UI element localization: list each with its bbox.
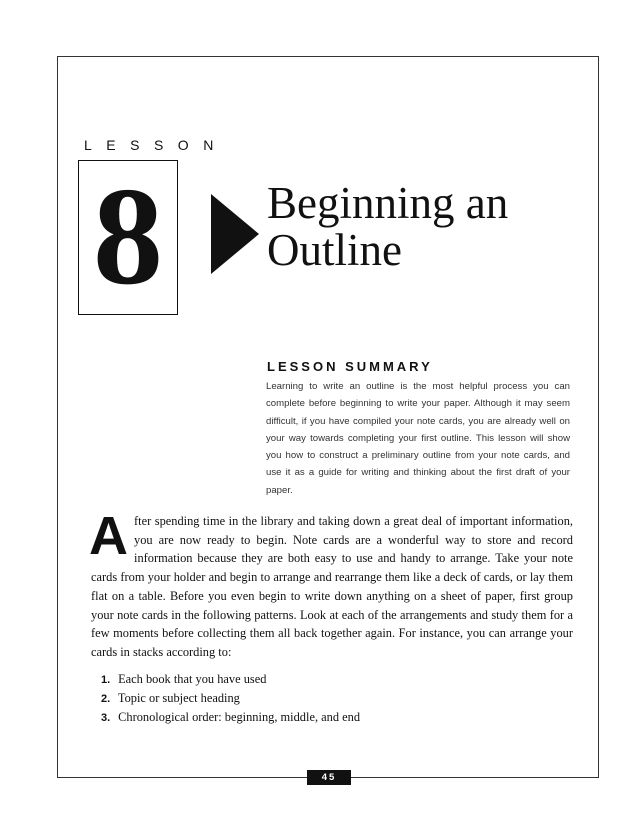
list-item bbox=[101, 689, 360, 708]
page-number: 45 bbox=[307, 770, 351, 785]
summary-heading: LESSON SUMMARY bbox=[267, 359, 433, 374]
summary-text: Learning to write an outline is the most helpful process you can complete before beginning to write your paper. Although it may seem difficult, if you have compiled your note cards, you are already well on your way towards completing your first outline. This lesson will show you how to construct a preliminary outline from your note cards, and use it as a guide for writing and thinking about the first draft of your paper. bbox=[266, 381, 570, 496]
lesson-title-line1: Beginning an bbox=[267, 178, 509, 228]
lesson-title bbox=[267, 180, 587, 274]
lesson-title-line2: Outline bbox=[267, 225, 402, 275]
lesson-number-box bbox=[78, 160, 178, 315]
body-text: fter spending time in the library and taking down a great deal of important information, you are now ready to begin. Note cards are a wonderful way to store and record information because they are both easy to use and handy to arrange. Take your note cards from your holder and begin to arrange and rearrange them like a deck of cards, or lay them flat on a table. Before you even begin to write down anything on a sheet of paper, first group your note cards in the following patterns. Look at each of the arrangements and study them for a few moments before collecting them all back together again. For instance, you can arrange your cards in stacks according to: bbox=[91, 514, 573, 659]
arrangement-list bbox=[101, 670, 360, 728]
list-item-text: Each book that you have used bbox=[118, 672, 267, 686]
arrow-right-icon bbox=[211, 194, 259, 274]
list-item-number: 1. bbox=[101, 674, 111, 686]
list-item bbox=[101, 670, 360, 689]
lesson-number: 8 bbox=[93, 159, 163, 314]
list-item-number: 3. bbox=[101, 712, 111, 725]
body-paragraph bbox=[89, 506, 573, 662]
list-item-text: Topic or subject heading bbox=[117, 691, 240, 706]
list-item bbox=[101, 708, 360, 727]
drop-cap: A bbox=[89, 506, 128, 566]
list-item-number: 2. bbox=[101, 693, 111, 706]
list-item-text: Chronological order: beginning, middle, and end bbox=[118, 710, 361, 725]
lesson-label: LESSON bbox=[84, 137, 232, 153]
